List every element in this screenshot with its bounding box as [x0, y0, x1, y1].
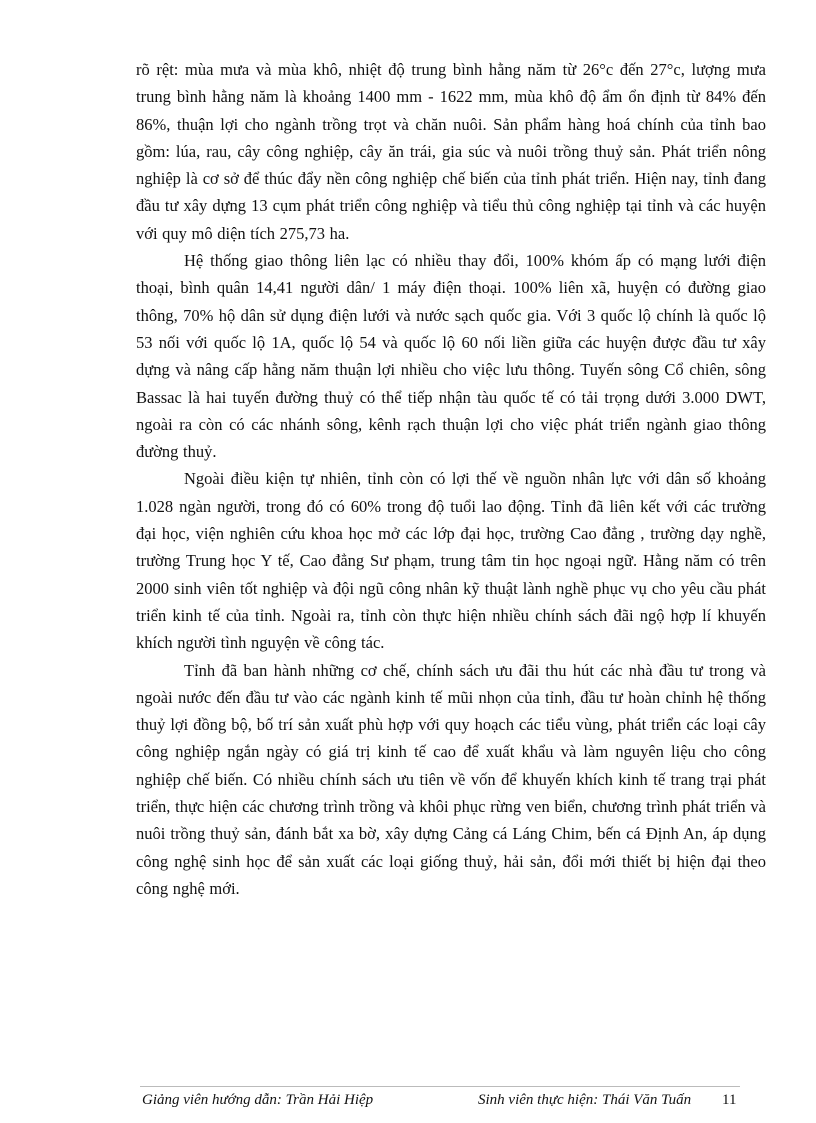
paragraph-investment-policy: Tỉnh đã ban hành những cơ chế, chính sách ưu đãi thu hút các nhà đầu tư trong và ngoài nước đến đầu tư vào các ngành kinh tế mũi nhọn của tỉnh, đầu tư hoàn chỉnh hệ thống thuỷ lợi đồng bộ, bố trí sản xuất phù hợp với quy hoạch các tiểu vùng, phát triển các loại cây công nghiệp ngắn ngày có giá trị kinh tế cao để xuất khẩu và làm nguyên liệu cho công nghiệp chế biến. Có nhiều chính sách ưu tiên về vốn để khuyến khích kinh tế trang trại phát triển, thực hiện các chương trình trồng và khôi phục rừng ven biển, chương trình phát triển và nuôi trồng thuỷ sản, đánh bắt xa bờ, xây dựng Cảng cá Láng Chim, bến cá Định An, áp dụng công nghệ sinh học để sản xuất các loại giống thuỷ, hải sản, đổi mới thiết bị hiện đại theo công nghệ mới.: [136, 660, 766, 898]
footer-student: Sinh viên thực hiện: Thái Văn Tuấn: [478, 1092, 692, 1108]
page-footer: [140, 1092, 740, 1118]
paragraph-transport: Hệ thống giao thông liên lạc có nhiều thay đổi, 100% khóm ấp có mạng lưới điện thoại, bình quân 14,41 người dân/ 1 máy điện thoại. 100% liên xã, huyện có đường giao thông, 70% hộ dân sử dụng điện lưới và nước sạch quốc gia. Với 3 quốc lộ chính là quốc lộ 53 nối với quốc lộ 1A, quốc lộ 54 và quốc lộ 60 nối liền giữa các huyện được đầu tư xây dựng và nâng cấp hằng năm thuận lợi nhiều cho việc lưu thông. Tuyến sông Cổ chiên, sông Bassac là hai tuyến đường thuỷ có thể tiếp nhận tàu quốc tế có tải trọng dưới 3.000 DWT, ngoài ra còn có các nhánh sông, kênh rạch thuận lợi cho việc phát triển ngành giao thông đường thuỷ.: [136, 251, 766, 462]
footer-divider: [140, 1086, 740, 1087]
paragraph-climate: rõ rệt: mùa mưa và mùa khô, nhiệt độ trung bình hằng năm từ 26°c đến 27°c, lượng mưa trung bình hằng năm là khoảng 1400 mm - 1622 mm, mùa khô độ ẩm ổn định từ 84% đến 86%, thuận lợi cho ngành trồng trọt và chăn nuôi. Sản phẩm hàng hoá chính của tỉnh bao gồm: lúa, rau, cây công nghiệp, cây ăn trái, gia súc và nuôi trồng thuỷ sản. Phát triển nông nghiệp là cơ sở để thúc đẩy nền công nghiệp chế biến của tỉnh phát triển. Hiện nay, tỉnh đang đầu tư xây dựng 13 cụm phát triển công nghiệp và tiểu thủ công nghiệp tại tỉnh và các huyện với quy mô diện tích 275,73 ha.: [136, 60, 766, 243]
paragraph-human-resources: Ngoài điều kiện tự nhiên, tỉnh còn có lợi thế về nguồn nhân lực với dân số khoảng 1.028 ngàn người, trong đó có 60% trong độ tuổi lao động. Tỉnh đã liên kết với các trường đại học, viện nghiên cứu khoa học mở các lớp đại học, trường Cao đẳng , trường dạy nghề, trường Trung học Y tế, Cao đẳng Sư phạm, trung tâm tin học ngoại ngữ. Hằng năm có trên 2000 sinh viên tốt nghiệp và đội ngũ công nhân kỹ thuật lành nghề phục vụ cho yêu cầu phát triển kinh tế của tỉnh. Ngoài ra, tỉnh còn thực hiện nhiều chính sách đãi ngộ hợp lí khuyến khích người tình nguyện về công tác.: [136, 469, 766, 653]
page-number: 11: [722, 1092, 737, 1108]
footer-advisor: Giảng viên hướng dẫn: Trần Hải Hiệp: [142, 1092, 374, 1108]
body-text: [136, 56, 766, 902]
